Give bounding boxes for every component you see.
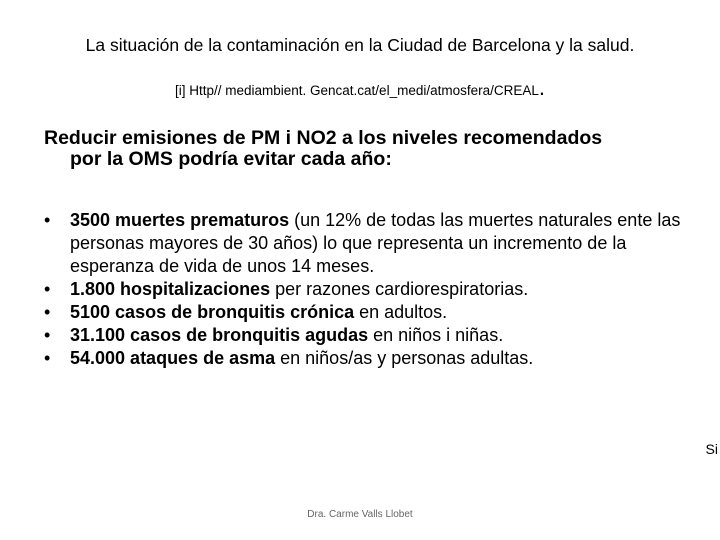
bullet-bold-text: 5100 casos de bronquitis crónica — [70, 302, 355, 322]
slide-title: La situación de la contaminación en la Ciudad de Barcelona y la salud. — [85, 35, 635, 55]
list-item — [44, 347, 704, 370]
bullet-list — [44, 209, 704, 370]
list-item — [44, 324, 704, 347]
lead-line-1: Reducir emisiones de PM i NO2 a los niveles recomendados — [44, 127, 603, 149]
bullet-text: en adultos. — [354, 302, 448, 322]
source-reference — [0, 75, 720, 101]
bullet-bold-text: 3500 muertes prematuros — [70, 210, 290, 230]
clipped-edge-text: Si — [705, 441, 718, 457]
bullet-mark: • — [44, 302, 51, 322]
list-item — [44, 278, 704, 301]
bullet-mark: • — [44, 325, 51, 345]
bullet-text: en niños i niñas. — [368, 325, 504, 345]
bullet-text: per razones cardiorespiratorias. — [270, 279, 529, 299]
lead-statement — [44, 128, 684, 170]
list-item — [44, 301, 704, 324]
source-text: [i] Http// mediambient. Gencat.cat/el_medi/atmosfera/CREAL — [174, 83, 539, 98]
bullet-text: en niños/as y personas adultas. — [275, 348, 534, 368]
footer-author: Dra. Carme Valls Llobet — [307, 509, 413, 520]
bullet-bold-text: 1.800 hospitalizaciones — [70, 279, 271, 299]
list-item — [44, 209, 704, 278]
bullet-mark: • — [44, 210, 51, 230]
source-dot: . — [538, 75, 546, 100]
bullet-mark: • — [44, 279, 51, 299]
lead-line-2: por la OMS podría evitar cada año: — [70, 148, 392, 170]
bullet-bold-text: 54.000 ataques de asma — [70, 348, 276, 368]
bullet-bold-text: 31.100 casos de bronquitis agudas — [70, 325, 369, 345]
bullet-mark: • — [44, 348, 51, 368]
bullet-text: (un 12% de todas las muertes naturales ente las personas mayores de 30 años) lo que representa un incremento de la esperanza de vida de unos 14 meses. — [70, 210, 681, 276]
